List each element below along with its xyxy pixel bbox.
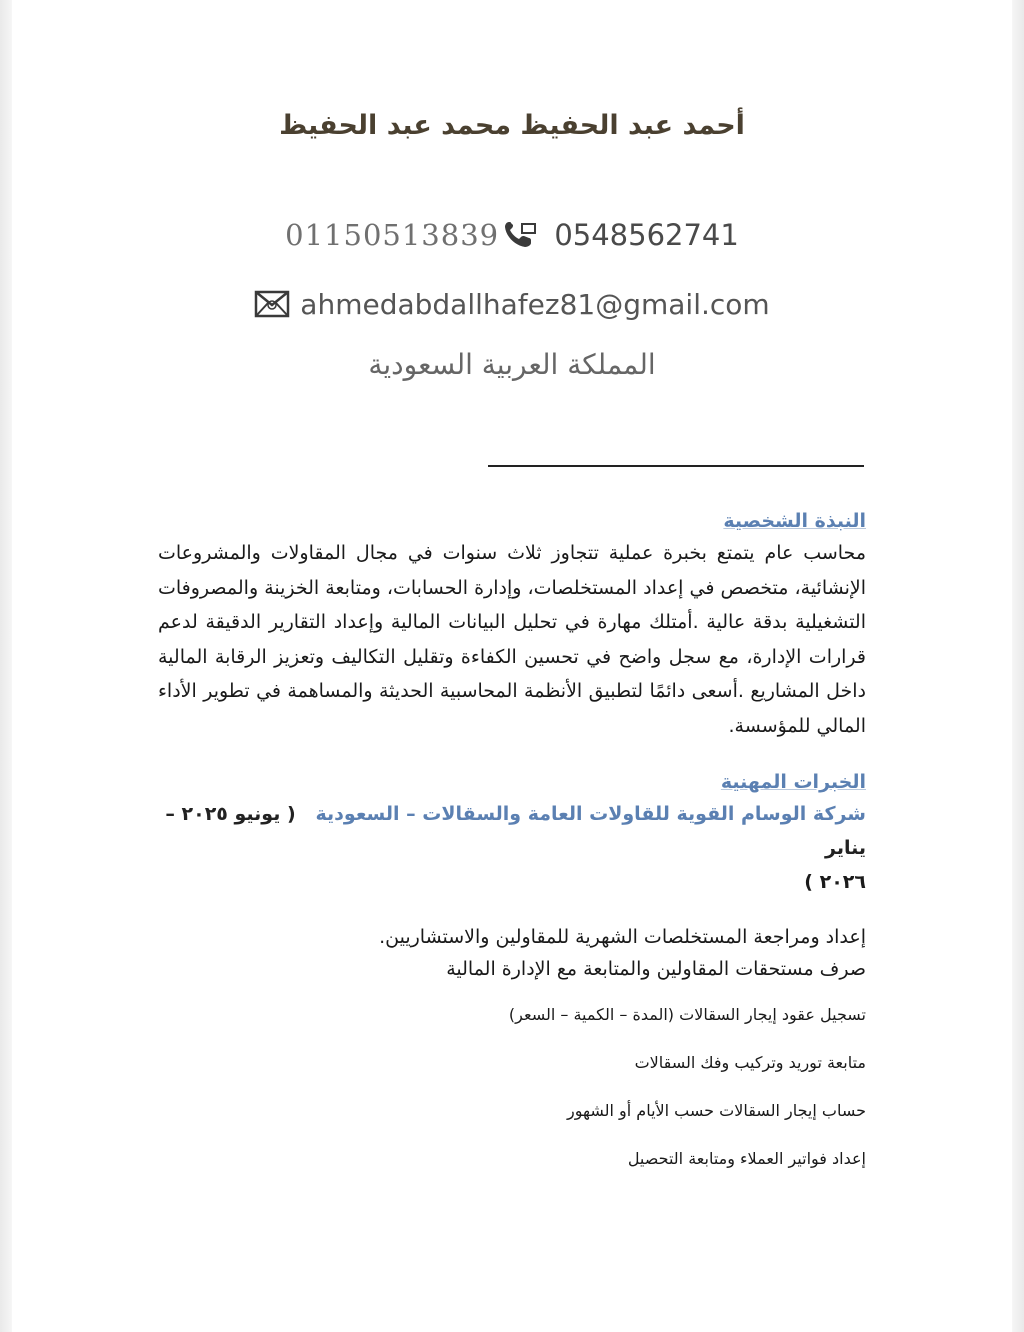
- duty-item: صرف مستحقات المقاولين والمتابعة مع الإدارة المالية: [446, 958, 866, 980]
- summary-text: محاسب عام يتمتع بخبرة عملية تتجاوز ثلاث سنوات في مجال المقاولات والمشروعات الإنشائية، متخصص في إعداد المستخلصات، وإدارة الحسابات، ومتابعة الخزينة والمصروفات التشغيلية بدقة عالية .أمتلك مهارة في تحليل البيانات المالية وإعداد التقارير الدقيقة لدعم قرارات الإدارة، مع سجل واضح في تحسين الكفاءة وتقليل التكاليف وتعزيز الرقابة المالية داخل المشاريع .أسعى دائمًا لتطبيق الأنظمة المحاسبية الحديثة والمساهمة في تطوير الأداء المالي للمؤسسة.: [158, 542, 866, 737]
- duty-item-small: حساب إيجار السقالات حسب الأيام أو الشهور: [566, 1101, 866, 1120]
- summary-heading: النبذة الشخصية: [723, 510, 866, 532]
- duty-item: إعداد ومراجعة المستخلصات الشهرية للمقاولين والاستشاريين.: [379, 926, 866, 948]
- phone-icon: [503, 219, 537, 249]
- duty-item-small: إعداد فواتير العملاء ومتابعة التحصيل: [627, 1149, 866, 1168]
- job-title-line: [158, 797, 866, 865]
- mail-icon: [254, 290, 290, 318]
- duty-item-small: تسجيل عقود إيجار السقالات (المدة – الكمية – السعر): [508, 1005, 866, 1024]
- email-row: [0, 288, 1024, 321]
- page-edge-right: [1012, 0, 1024, 1332]
- candidate-name: أحمد عبد الحفيظ محمد عبد الحفيظ: [279, 110, 745, 141]
- phone-numbers: [0, 218, 1024, 252]
- phone-primary[interactable]: 01150513839: [285, 218, 500, 252]
- email-address[interactable]: ahmedabdallhafez81@gmail.com: [300, 288, 770, 321]
- job-period-end: ٢٠٢٦ ): [804, 871, 866, 893]
- company-name: شركة الوسام القوية للقاولات العامة والسقالات – السعودية: [315, 803, 866, 825]
- phone-secondary[interactable]: 0548562741: [554, 218, 739, 252]
- experience-heading: الخبرات المهنية: [720, 771, 866, 793]
- resume-body: [158, 506, 866, 1171]
- country: المملكة العربية السعودية: [368, 348, 656, 381]
- job-period-start: ( يونيو ٢٠٢٥ – يناير: [165, 803, 866, 859]
- duty-item-small: متابعة توريد وتركيب وفك السقالات: [634, 1053, 866, 1072]
- divider-line: [488, 465, 864, 467]
- page-edge-left: [0, 0, 12, 1332]
